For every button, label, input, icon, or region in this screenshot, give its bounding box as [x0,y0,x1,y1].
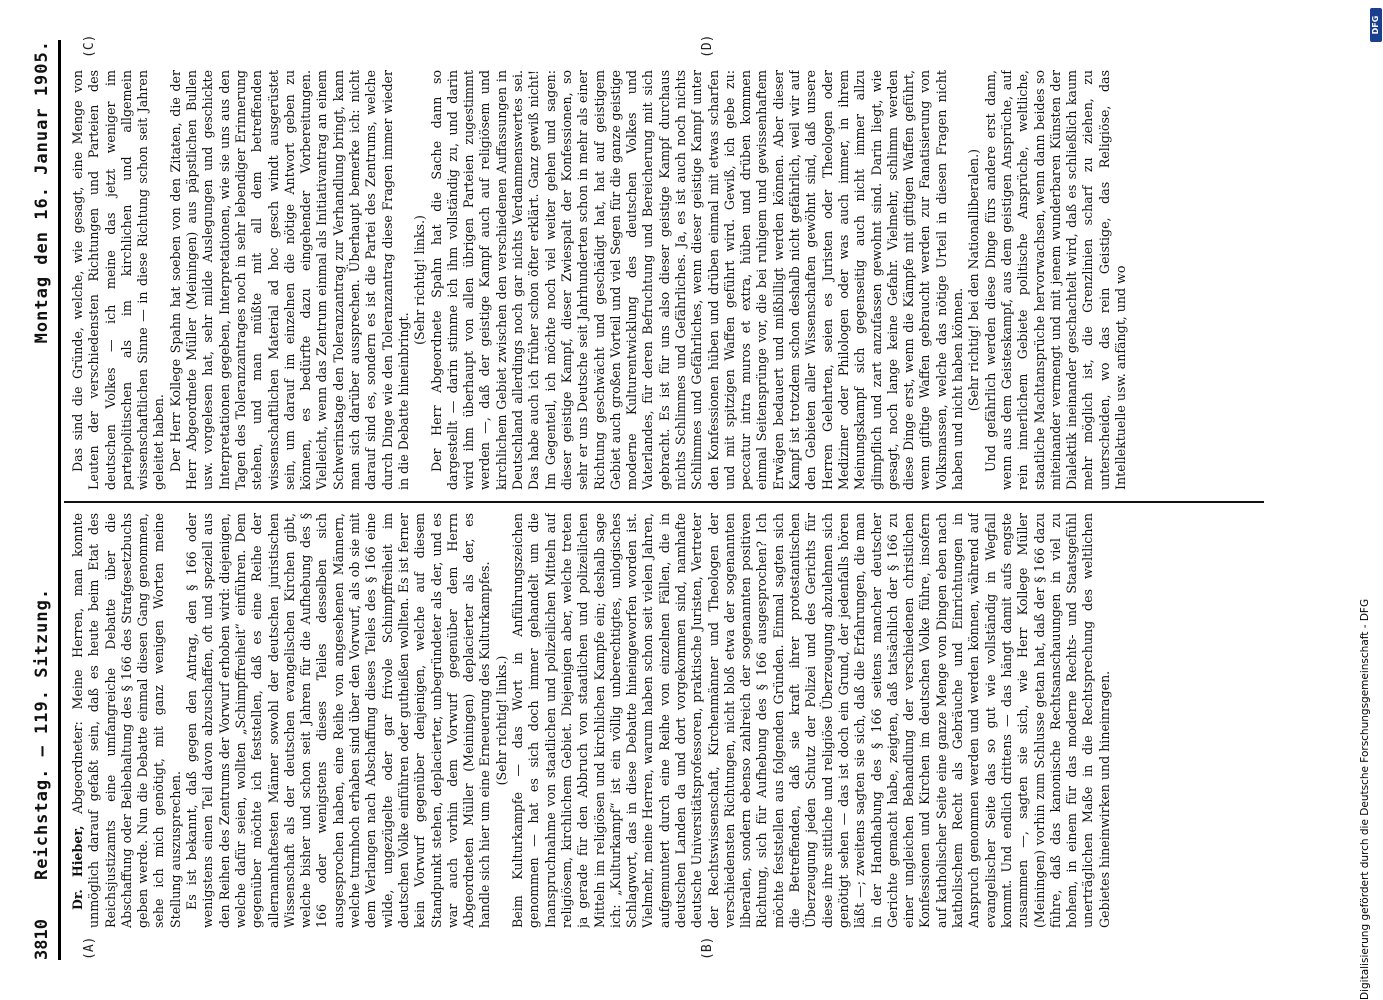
speech-paragraph: Der Herr Abgeordnete Spahn hat die Sache dann so dargestellt — darin stimme ich ihm vollständig zu, und darin wird ihm überhaupt von allen übrigen Parteien zugestimmt werden —, daß der geistige Kampf auch auf religiösem und kirchlichem Gebiet zwischen den verschiedenen Auffassungen in Deutschland allerdings noch gar nichts Verdammenswertes sei. Das habe auch ich früher schon öfter erklärt. Ganz gewiß nicht! Im Gegenteil, ich möchte noch viel weiter gehen und sagen: dieser geistige Kampf, dieser Zwiespalt der Konfessionen, so sehr er uns Deutsche seit Jahrhunderten schon in mehr als einer Richtung geschwächt und geschädigt hat, hat auf geistigem Gebiet auch großen Vorteil und viel Segen für die ganze geistige moderne Kulturentwicklung des deutschen Volkes und Vaterlandes, für deren Befruchtung und Bereicherung mit sich gebracht. Es ist für uns also dieser geistige Kampf durchaus nichts Schlimmes und Gefährliches. Ja, es ist auch noch nichts Schlimmes und Gefährliches, wenn dieser geistige Kampf unter den Konfessionen hüben und drüben einmal mit etwas scharfen und mit spitzigen Waffen geführt wird. Gewiß, ich gebe zu: peccatur intra muros et extra, hüben und drüben kommen einmal Seitensprünge vor, die bei ruhigem und gewissenhaftem Erwägen bedauert und mißbilligt werden können. Aber dieser Kampf ist trotzdem schon deshalb nicht gefährlich, weil wir auf den Gebieten aller Wissenschaften gewöhnt sind, daß unsere Herren Gelehrten, seien es Juristen oder Theologen oder Mediziner oder Philologen oder was auch immer, in ihrem Meinungskampf sich gegenseitig auch nicht immer allzu glimpflich und zart anzufassen gewohnt sind. Darin liegt, wie gesagt, noch lange keine Gefahr. Vielmehr, schlimm werden diese Dinge erst, wenn die Kämpfe mit giftigen Waffen geführt, wenn giftige Waffen gebraucht werden zur Fanatisierung von Volksmassen, welche das nötige Urteil in diesen Fragen nicht haben und nicht haben können. [428,70,966,490]
session-date: Montag den 16. Januar 1905. [32,40,52,344]
right-column [70,70,1260,490]
dfg-logo-text: DFG [1371,15,1380,35]
page-number: 3810 [32,919,52,960]
margin-marker-b: (B) [700,936,715,960]
credit-text: Digitalisierung gefördert durch die Deutsche Forschungsgemeinschaft - DFG [1359,598,1371,1000]
digitization-credit [1352,0,1382,1000]
session-title: Reichstag. — 119. Sitzung. [32,587,52,880]
speech-paragraph [70,513,184,928]
interjection: (Sehr richtig! bei den Nationalliberalen.) [966,148,982,412]
speech-text: Abgeordneter: Meine Herren, man konnte unmöglich darauf gefaßt sein, daß es heute beim Etat des Reichsjustizamts eine umfangreiche Debatte über die Abschaffung oder Beibehaltung des § 166 des Strafgesetzbuchs geben werde. Nun die Debatte einmal diesen Gang genommen, sehe ich mich genötigt, mit ganz wenigen Worten meine Stellung auszusprechen. [70,513,183,928]
margin-marker-d: (D) [700,34,715,58]
margin-marker-c: (C) [82,34,97,58]
margin-marker-a: (A) [82,936,97,960]
speech-paragraph: Und gefährlich werden diese Dinge fürs andere erst dann, wenn aus dem Geisteskampf, aus dem geistigen Ansprüche, auf rein innerlichem Gebiete politische Ansprüche, weltliche, staatliche Machtansprüche hervorwachsen, wenn dann beides so miteinander vermengt und mit jenem wunderbaren Künsten der Dialektik ineinander geschachtelt wird, daß es schließlich kaum mehr möglich ist, die Grenzlinien scharf zu ziehen, zu unterscheiden, wo das rein Geistige, das Religiöse, das Intellektuelle usw. anfängt, und wo [982,70,1128,490]
speaker-name: Dr. Hieber, [70,825,85,910]
page-header [20,40,61,960]
left-column [70,513,1260,928]
speech-paragraph: Es ist bekannt, daß gegen den Antrag, den § 166 oder wenigstens einen Teil davon abzuschaffen, oft und speziell aus den Reihen des Zentrums der Vorwurf erhoben wird: diejenigen, welche dafür seien, wollten „Schimpffreiheit“ einführen. Dem gegenüber möchte ich feststellen, daß es eine Reihe der allernamhaftesten Männer sowohl der deutschen juristischen Wissenschaft als der deutschen evangelischen Kirchen gibt, welche bisher und schon seit Jahren für die Aufhebung des § 166 oder wenigstens dieses Teiles desselben sich ausgesprochen haben, eine Reihe von angesehenen Männern, welche turmhoch erhaben sind über den Vorwurf, als ob sie mit dem Verlangen nach Abschaffung dieses Teiles des § 166 eine wilde, ungezügelte oder gar frivole Schimpffreiheit im deutschen Volke einführen oder gutheißen wollten. Es ist ferner kein Vorwurf gegenüber denjenigen, welche auf diesem Standpunkt stehen, deplacierter, unbegründeter als der, und es war auch vorhin dem Vorwurf gegenüber dem Herrn Abgeordneten Müller (Meiningen) deplacierter als der, es handle sich hier um eine Erneuerung des Kulturkampfes. [184,513,493,928]
interjection: (Sehr richtig! links.) [412,215,428,345]
speech-paragraph: Das sind die Gründe, welche, wie gesagt, eine Menge von Leuten der verschiedensten Richtungen und Parteien des deutschen Volkes — ich meine das jetzt weniger im parteipolitischen als im kirchlichen und allgemein wissenschaftlichen Sinne — in diese Richtung schon seit Jahren geleitet haben. [70,70,167,490]
speech-paragraph: Der Herr Kollege Spahn hat soeben von den Zitaten, die der Herr Abgeordnete Müller (Meiningen) aus päpstlichen Bullen usw. vorgelesen hat, sehr milde Auslegungen und geschickte Interpretationen gegeben, Interpretationen, wie sie uns aus den Tagen des Toleranzantrages noch in sehr lebendiger Erinnerung stehen, und man müßte mit all dem betreffenden wissenschaftlichen Material ad hoc gesch windt ausgerüstet sein, um darauf im einzelnen die nötige Antwort geben zu können, es bedürfte dazu eingehender Vorbereitungen. Vielleicht, wenn das Zentrum einmal als Initiativantrag an einem Schwerinstage den Toleranzantrag zur Verhandlung bringt, kann man sich darüber aussprechen. Überhaupt bemerke ich: nicht darauf sind es, sondern es ist die Partei des Zentrums, welche durch Dinge wie den Toleranzantrag diese Fragen immer wieder in die Debatte hineinbringt. [167,70,411,490]
dfg-logo [1370,8,1382,42]
interjection: (Sehr richtig! links.) [493,655,509,786]
speech-paragraph: Beim Kulturkampfe — das Wort in Anführungszeichen genommen — hat es sich doch immer gehandelt um die Inanspruchnahme von staatlichen und polizeilichen Mitteln auf religiösem, kirchlichem Gebiet. Diejenigen aber, welche treten ja gerade für den Abbruch von staatlichen und polizeilichen Mitteln im religiösen und kirchlichen Kampfe ein; deshalb sage ich: „Kulturkampf“ ist ein völlig unberechtigtes, unlogisches Schlagwort, das in diese Debatte hineingeworfen worden ist. Vielmehr, meine Herren, warum haben schon seit vielen Jahren, aufgemuntert durch eine Reihe von einzelnen Fällen, die in deutschen Landen da und dort vorgekommen sind, namhafte deutsche Universitätsprofessoren, praktische Juristen, Vertreter der Rechtswissenschaft, Kirchenmänner und Theologen der verschiedensten Richtungen, nicht bloß etwa der sogenannten liberalen, sondern ebenso zahlreich der sogenannten positiven Richtung, sich für Aufhebung des § 166 ausgesprochen? Ich möchte feststellen aus folgenden Gründen. Einmal sagten sich die Betreffenden, daß sie kraft ihrer protestantischen Überzeugung jeden Schutz der Polizei und des Gerichts für diese ihre sittliche und religiöse Überzeugung abzulehnen sich genötigt sehen — das ist doch ein Grund, der jedenfalls hören läßt —; zweitens sagten sie sich, daß die Erfahrungen, die man in der Handhabung des § 166 seitens mancher deutscher Gerichte gemacht habe, zeigten, daß tatsächlich der § 166 zu einer ungleichen Behandlung der verschiedenen christlichen Konfessionen und Kirchen im deutschen Volke führe, insofern auf katholischer Seite eine ganze Menge von Dingen eben nach katholischem Recht als Gebräuche und Einrichtungen in Anspruch genommen werden und werden können, während auf evangelischer Seite das so gut wie vollständig in Wegfall kommt. Und endlich drittens — das hängt damit aufs engste zusammen —, sagten sie sich, wie Herr Kollege Müller (Meiningen) vorhin zum Schlusse getan hat, daß der § 166 dazu führe, daß das kanonische Rechtsanschauungen in viel zu hohem, in einem für das moderne Rechts- und Staatsgefühl unerträglichen Maße in die Rechtsprechung des weltlichen Gebietes hineinwirken und hineinragen. [510,513,1112,928]
column-divider [64,501,1264,503]
